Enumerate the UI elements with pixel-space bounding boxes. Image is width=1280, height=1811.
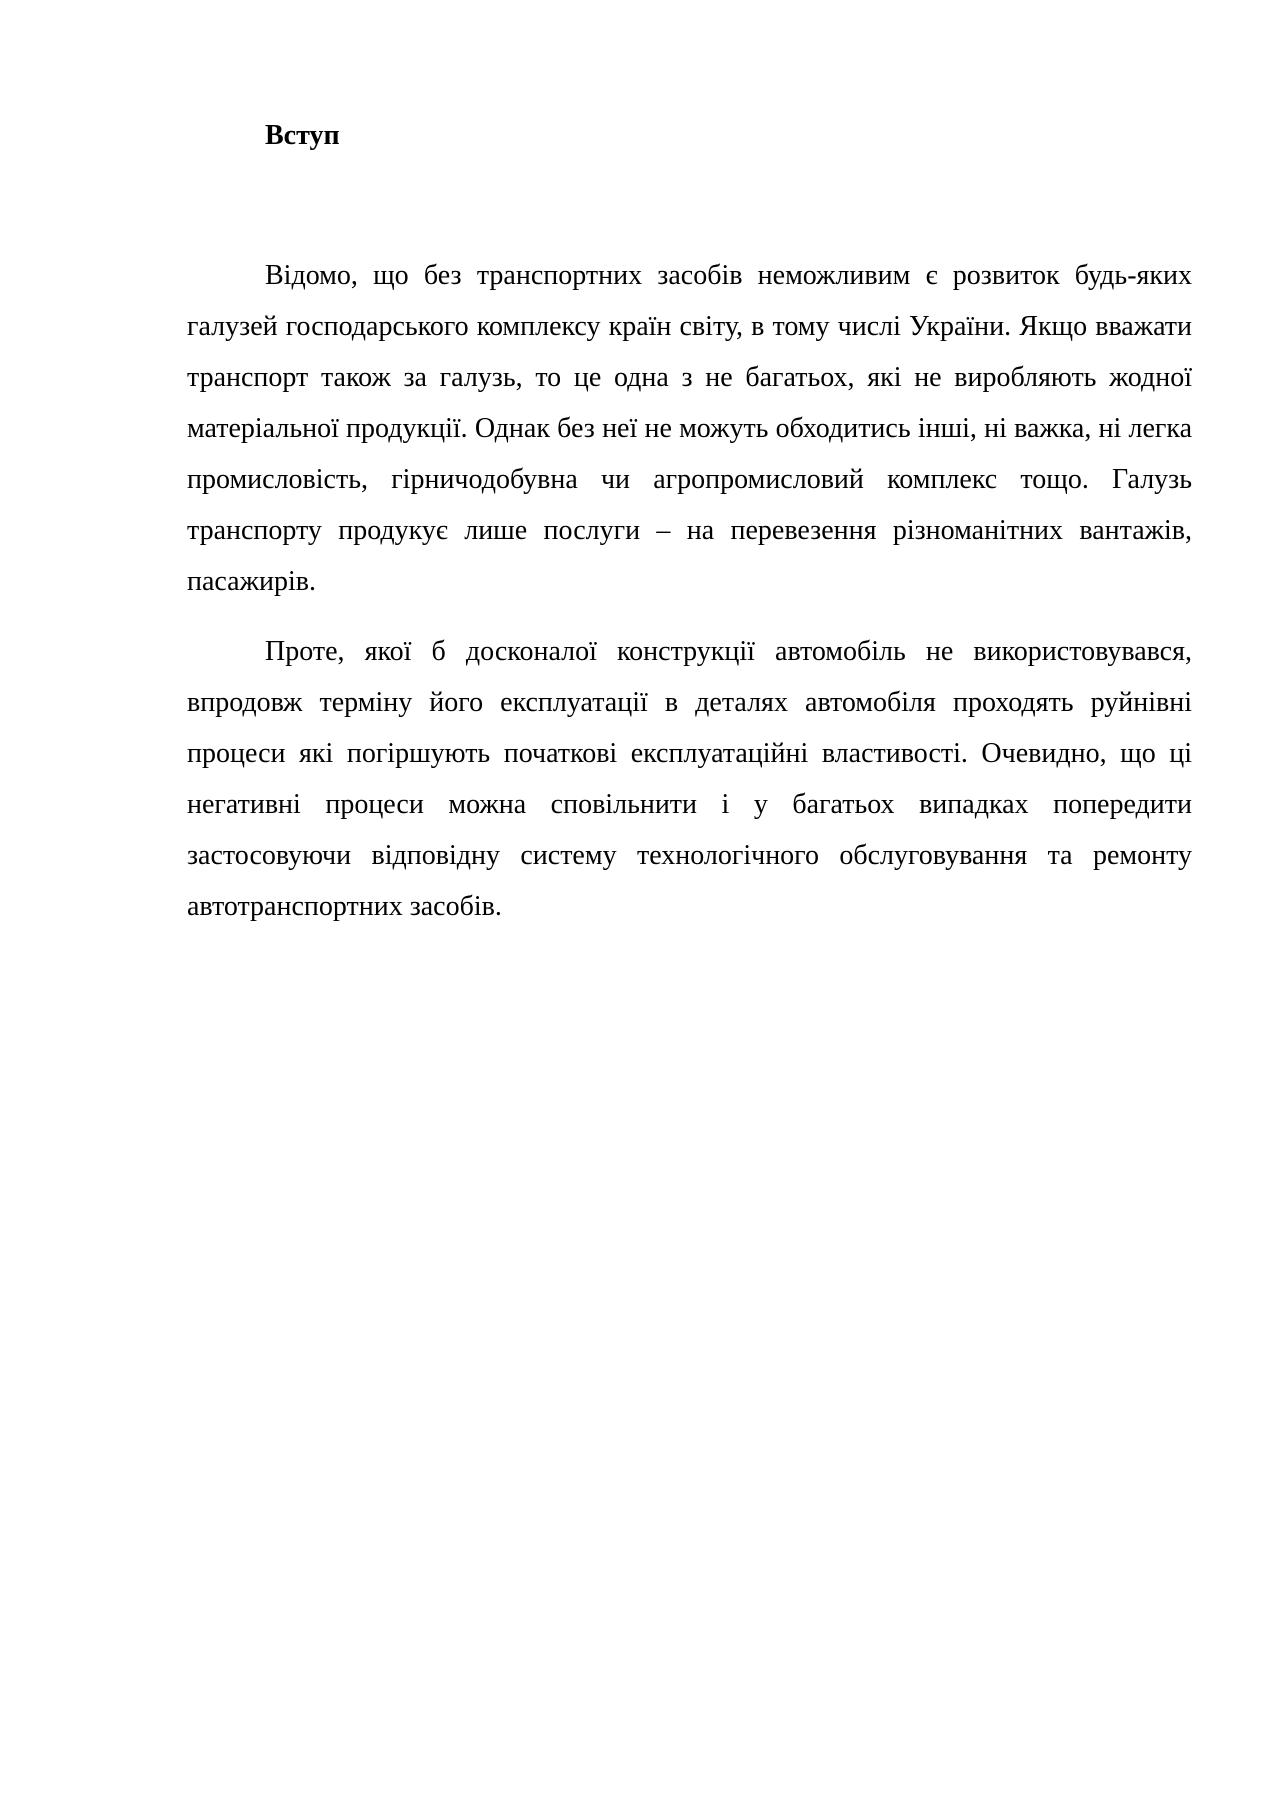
page-title: Вступ xyxy=(265,120,340,151)
paragraph-maintenance: Проте, якої б досконалої конструкції автомобіль не використовувався, впродовж терміну його експлуатації в деталях автомобіля проходять руйнівні процеси які погіршують початкові експлуатаційні властивості. Очевидно, що ці негативні процеси можна сповільнити і у багатьох випадках попередити застосовуючи відповідну систему технологічного обслуговування та ремонту автотранспортних засобів. xyxy=(187,636,1192,922)
paragraph-intro: Відомо, що без транспортних засобів неможливим є розвиток будь-яких галузей господарського комплексу країн світу, в тому числі України. Якщо вважати транспорт також за галузь, то це одна з не багатьох, які не виробляють жодної матеріальної продукції. Однак без неї не можуть обходитись інші, ні важка, ні легка промисловість, гірничодобувна чи агропромисловий комплекс тощо. Галузь транспорту продукує лише послуги – на перевезення різноманітних вантажів, пасажирів. xyxy=(187,260,1192,597)
document-body xyxy=(187,250,1192,951)
